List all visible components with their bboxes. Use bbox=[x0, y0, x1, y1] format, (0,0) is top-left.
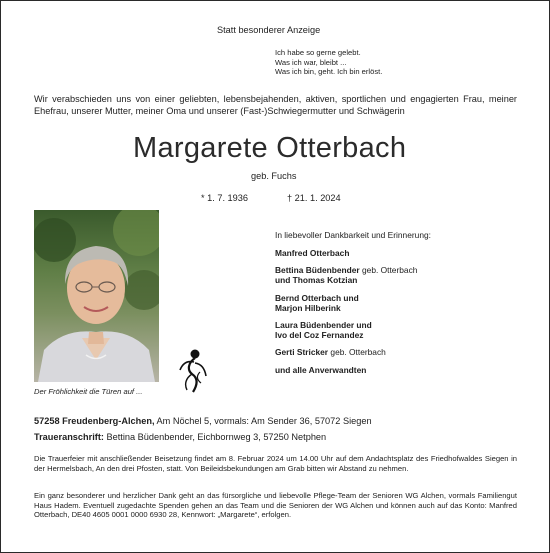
preface-text: Statt besonderer Anzeige bbox=[217, 25, 321, 35]
mourner-entry bbox=[275, 293, 417, 313]
mourner-line bbox=[275, 293, 417, 303]
portrait-photo bbox=[34, 210, 159, 382]
deceased-name: Margarete Otterbach bbox=[133, 132, 407, 164]
mourner-line bbox=[275, 303, 417, 313]
death-date: † 21. 1. 2024 bbox=[287, 193, 341, 203]
mourner-entry bbox=[275, 265, 417, 285]
residence-details: Am Nöchel 5, vormals: Am Sender 36, 57072 Siegen bbox=[154, 416, 372, 426]
portrait-illustration bbox=[34, 210, 159, 382]
mourning-address-details: Bettina Büdenbender, Eichbornweg 3, 57250 Netphen bbox=[103, 432, 327, 442]
mourning-address-label: Traueranschrift: bbox=[34, 432, 104, 442]
mourner-name: und alle Anverwandten bbox=[275, 364, 367, 375]
mourner-name: Bernd Otterbach und bbox=[275, 292, 359, 303]
maiden-name: geb. Fuchs bbox=[251, 171, 297, 181]
poem bbox=[275, 48, 382, 77]
mourner-suffix: geb. Otterbach bbox=[328, 347, 386, 358]
poem-line: Was ich war, bleibt ... bbox=[275, 57, 347, 67]
mourner-name: Manfred Otterbach bbox=[275, 248, 350, 258]
thanks-notice: Ein ganz besonderer und herzlicher Dank geht an das fürsorgliche und liebevolle Pflege-Team der Senioren WG Alchen, vormals Familiengut Haus Hadem. Eventuell zugedachte Spenden gehen an das Team und die Senioren der WG Alchen und können auch auf das Konto: Manfred Otterbach, DE40 4605 0001 0000 6930 28, Kennwort: „Margarete“, erfolgen. bbox=[34, 491, 517, 520]
service-notice: Die Trauerfeier mit anschließender Beisetzung findet am 8. Februar 2024 um 14.00 Uhr auf dem Andachtsplatz des Friedhofwaldes Siegen in der Hermelsbach, An den drei Pfosten, statt. Von Beileidsbekundungen am Grab bitten wir Abstand zu nehmen. bbox=[34, 454, 517, 473]
mourner-line bbox=[275, 248, 417, 258]
mourner-line bbox=[275, 365, 417, 375]
residence-address bbox=[34, 416, 372, 428]
dancer-logo bbox=[178, 348, 208, 394]
mourner-line bbox=[275, 320, 417, 330]
birth-date: * 1. 7. 1936 bbox=[201, 193, 248, 203]
mourner-line bbox=[275, 265, 417, 275]
mourner-entry bbox=[275, 320, 417, 340]
mourner-name: Laura Büdenbender und bbox=[275, 320, 372, 331]
mourners-heading: In liebevoller Dankbarkeit und Erinnerung: bbox=[275, 230, 431, 240]
mourner-entry bbox=[275, 365, 417, 375]
mourner-name: Marjon Hilberink bbox=[275, 302, 341, 313]
poem-line: Ich habe so gerne gelebt. bbox=[275, 48, 361, 57]
residence-place: 57258 Freudenberg-Alchen, bbox=[34, 416, 155, 426]
mourner-entry bbox=[275, 248, 417, 258]
mourner-name: Bettina Büdenbender bbox=[275, 265, 360, 276]
mourner-name: und Thomas Kotzian bbox=[275, 275, 358, 286]
photo-caption: Der Fröhlichkeit die Türen auf ... bbox=[34, 387, 143, 396]
mourner-line bbox=[275, 347, 417, 357]
poem-line: Was ich bin, geht. Ich bin erlöst. bbox=[275, 67, 383, 77]
mourner-line bbox=[275, 275, 417, 285]
mourner-line bbox=[275, 330, 417, 340]
intro-paragraph: Wir verabschieden uns von einer geliebten, lebensbejahenden, aktiven, sportlichen und engagierten Frau, meiner Ehefrau, unserer Mutter, meiner Oma und unserer (Fast-)Schwiegermutter und Schwägerin bbox=[34, 94, 517, 116]
mourner-name: Gerti Stricker bbox=[275, 347, 329, 358]
mourners-list bbox=[275, 248, 417, 375]
mourner-name: Ivo del Coz Fernandez bbox=[275, 330, 364, 341]
mourner-suffix: geb. Otterbach bbox=[359, 265, 418, 276]
mourning-address bbox=[34, 432, 326, 444]
mourner-entry bbox=[275, 347, 417, 357]
